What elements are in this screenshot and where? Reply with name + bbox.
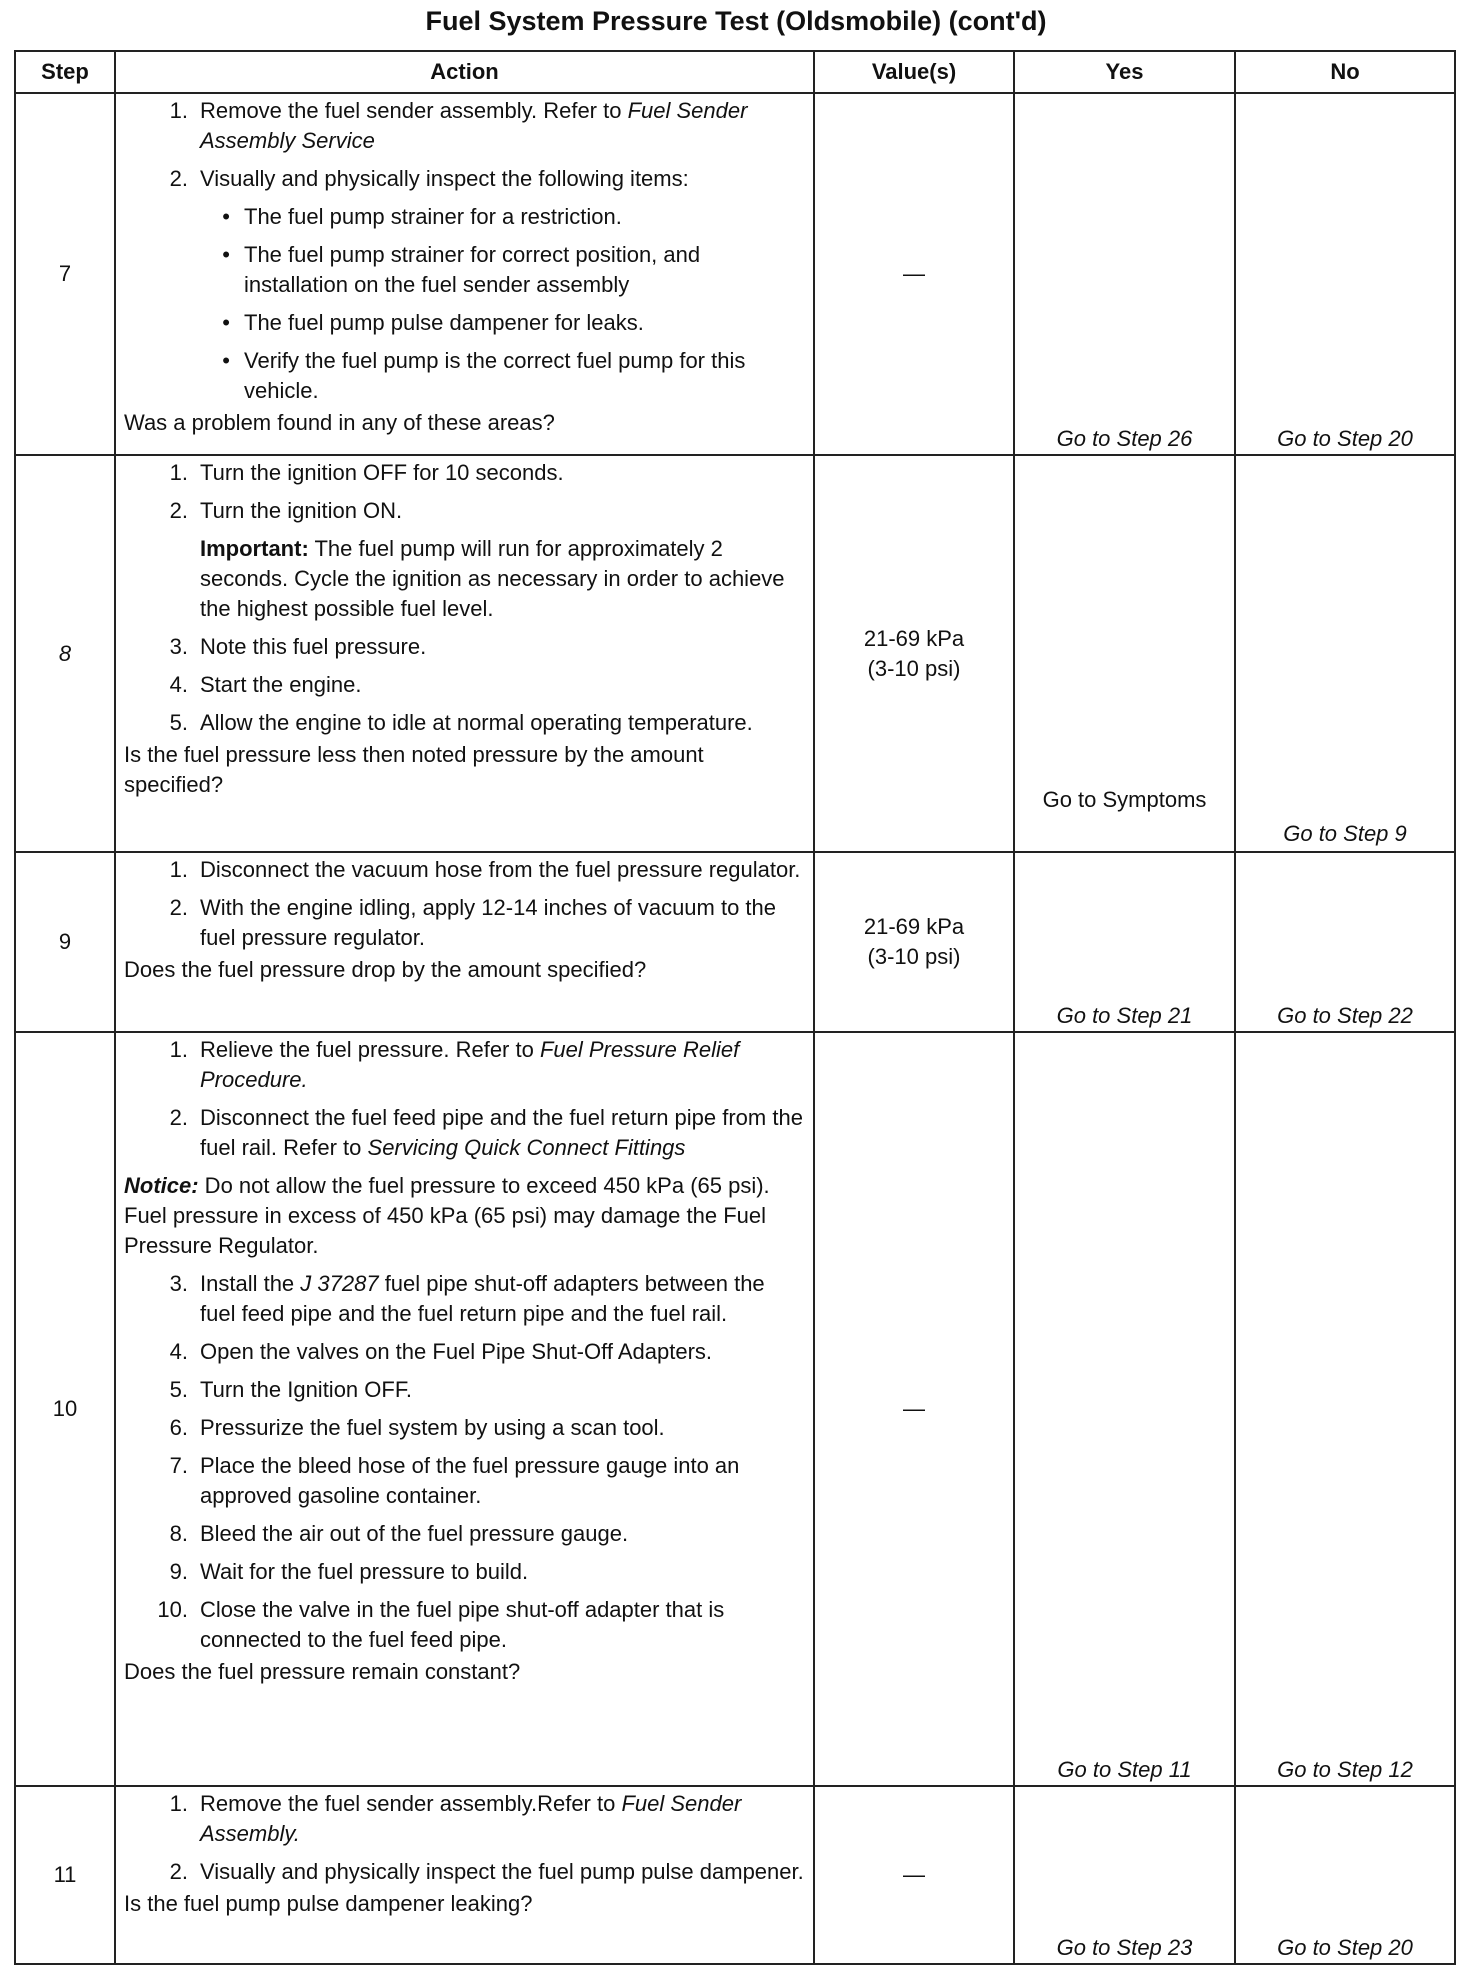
no-answer: Go to Step 20	[1277, 1935, 1413, 1960]
step-number: 11	[15, 1786, 115, 1964]
yes-answer: Go to Step 11	[1057, 1757, 1192, 1782]
list-item: 10. Close the valve in the fuel pipe shut-off adapter that is connected to the fuel feed pipe.	[157, 1597, 725, 1652]
tool-reference: J 37287	[300, 1271, 379, 1296]
action-cell	[115, 1032, 814, 1786]
header-step: Step	[15, 51, 115, 93]
list-item: 2. Disconnect the fuel feed pipe and the fuel return pipe from the fuel rail. Refer to Servicing Quick Connect Fittings	[169, 1105, 803, 1160]
question: Was a problem found in any of these areas?	[124, 410, 555, 435]
no-cell	[1235, 1032, 1455, 1786]
list-item: 2. Turn the ignition ON.	[169, 498, 403, 523]
yes-cell	[1014, 455, 1235, 852]
list-item: 2. With the engine idling, apply 12-14 inches of vacuum to the fuel pressure regulator.	[169, 895, 777, 950]
value-cell: —	[814, 1786, 1014, 1964]
value-cell: 21-69 kPa (3-10 psi)	[814, 455, 1014, 852]
bullet-item: • The fuel pump pulse dampener for leaks.	[222, 310, 644, 335]
action-cell	[115, 852, 814, 1032]
no-answer: Go to Step 22	[1277, 1003, 1413, 1028]
question: Does the fuel pressure remain constant?	[124, 1659, 521, 1684]
header-yes: Yes	[1014, 51, 1235, 93]
list-item: 3. Install the J 37287 fuel pipe shut-off adapters between the fuel feed pipe and the fuel return pipe and the fuel rail.	[169, 1271, 765, 1326]
list-item: 1. Relieve the fuel pressure. Refer to Fuel Pressure Relief Procedure.	[169, 1037, 740, 1092]
list-item: 3. Note this fuel pressure.	[169, 634, 427, 659]
bullet-item: • Verify the fuel pump is the correct fuel pump for this vehicle.	[222, 348, 746, 403]
list-item: 1. Turn the ignition OFF for 10 seconds.	[169, 460, 564, 485]
question: Is the fuel pressure less then noted pressure by the amount specified?	[124, 742, 704, 797]
no-cell	[1235, 1786, 1455, 1964]
reference-link: Fuel Sender Assembly Service	[200, 98, 748, 153]
no-answer: Go to Step 20	[1277, 426, 1413, 451]
list-item: 5. Allow the engine to idle at normal operating temperature.	[169, 710, 753, 735]
table-row	[15, 1786, 1455, 1964]
list-item: 2. Visually and physically inspect the following items:	[169, 166, 689, 191]
table-header-row	[15, 51, 1455, 93]
table-row	[15, 93, 1455, 455]
no-cell	[1235, 455, 1455, 852]
action-cell	[115, 1786, 814, 1964]
notice-note: Notice: Do not allow the fuel pressure to exceed 450 kPa (65 psi). Fuel pressure in excess of 450 kPa (65 psi) may damage the Fuel Pressure Regulator.	[124, 1173, 770, 1258]
value-cell: —	[814, 93, 1014, 455]
reference-link: Servicing Quick Connect Fittings	[367, 1135, 686, 1160]
yes-answer: Go to Symptoms	[1042, 787, 1207, 812]
yes-answer: Go to Step 21	[1056, 1003, 1193, 1028]
list-item: 8. Bleed the air out of the fuel pressure gauge.	[169, 1521, 629, 1546]
list-item: 1. Disconnect the vacuum hose from the fuel pressure regulator.	[169, 857, 801, 882]
action-cell	[115, 93, 814, 455]
action-cell	[115, 455, 814, 852]
question: Is the fuel pump pulse dampener leaking?	[124, 1891, 533, 1916]
yes-cell	[1014, 1786, 1235, 1964]
header-no: No	[1235, 51, 1455, 93]
reference-link: Fuel Sender Assembly.	[200, 1791, 742, 1846]
table-row	[15, 1032, 1455, 1786]
reference-link: Fuel Pressure Relief Procedure.	[200, 1037, 740, 1092]
yes-cell	[1014, 852, 1235, 1032]
list-item: 9. Wait for the fuel pressure to build.	[169, 1559, 529, 1584]
list-item: 1. Remove the fuel sender assembly.Refer to Fuel Sender Assembly.	[169, 1791, 742, 1846]
no-cell	[1235, 93, 1455, 455]
page-title: Fuel System Pressure Test (Oldsmobile) (cont'd)	[425, 6, 1047, 36]
diagnostic-table	[14, 50, 1456, 1965]
step-number: 7	[15, 93, 115, 455]
yes-cell	[1014, 93, 1235, 455]
no-answer: Go to Step 9	[1283, 821, 1407, 846]
important-note: Important: The fuel pump will run for approximately 2 seconds. Cycle the ignition as necessary in order to achieve the highest possible fuel level.	[200, 536, 785, 621]
list-item: 2. Visually and physically inspect the fuel pump pulse dampener.	[169, 1859, 804, 1884]
list-item: 7. Place the bleed hose of the fuel pressure gauge into an approved gasoline container.	[169, 1453, 740, 1508]
value-cell: —	[814, 1032, 1014, 1786]
step-number: 10	[15, 1032, 115, 1786]
step-number: 9	[15, 852, 115, 1032]
header-values: Value(s)	[814, 51, 1014, 93]
list-item: 1. Remove the fuel sender assembly. Refer to Fuel Sender Assembly Service	[169, 98, 748, 153]
list-item: 6. Pressurize the fuel system by using a scan tool.	[169, 1415, 665, 1440]
value-cell: 21-69 kPa (3-10 psi)	[814, 852, 1014, 1032]
header-action: Action	[115, 51, 814, 93]
yes-cell	[1014, 1032, 1235, 1786]
yes-answer: Go to Step 23	[1056, 1935, 1193, 1960]
list-item: 5. Turn the Ignition OFF.	[169, 1377, 412, 1402]
table-row	[15, 455, 1455, 852]
list-item: 4. Start the engine.	[169, 672, 362, 697]
table-row	[15, 852, 1455, 1032]
question: Does the fuel pressure drop by the amount specified?	[124, 957, 647, 982]
bullet-item: • The fuel pump strainer for correct position, and installation on the fuel sender assembly	[222, 242, 701, 297]
bullet-item: • The fuel pump strainer for a restriction.	[222, 204, 622, 229]
no-cell	[1235, 852, 1455, 1032]
yes-answer: Go to Step 26	[1056, 426, 1193, 451]
step-number: 8	[15, 455, 115, 852]
list-item: 4. Open the valves on the Fuel Pipe Shut-Off Adapters.	[169, 1339, 713, 1364]
no-answer: Go to Step 12	[1277, 1757, 1413, 1782]
